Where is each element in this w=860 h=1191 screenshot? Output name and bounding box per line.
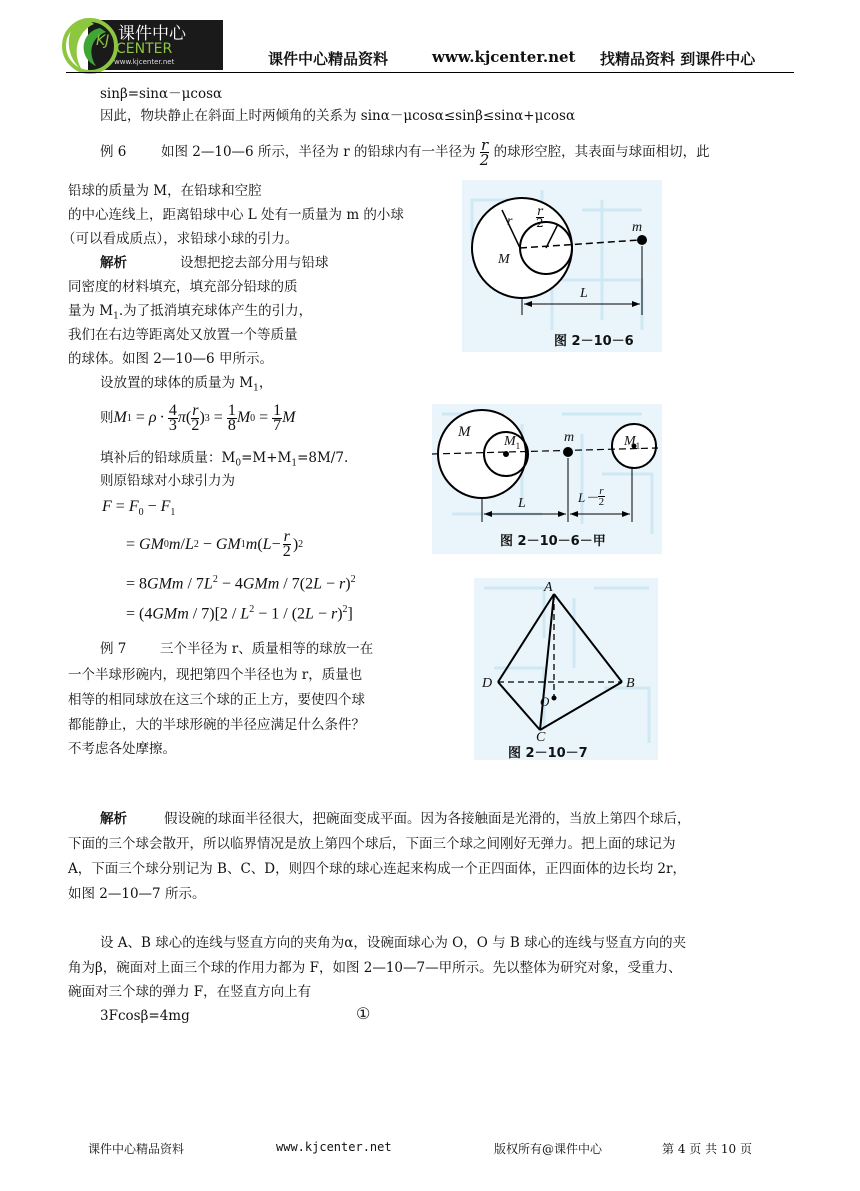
header-slogan-1: 课件中心精品资料 xyxy=(268,50,389,68)
example-6-line-3: 的中心连线上，距离铅球中心 L 处有一质量为 m 的小球 xyxy=(68,207,404,223)
footer-left: 课件中心精品资料 xyxy=(88,1142,185,1156)
solution-line-5: 的球体。如图 2—10—6 甲所示。 xyxy=(68,351,273,367)
fig7-label-C: C xyxy=(536,730,546,745)
fig6a-label-M: M xyxy=(458,424,471,440)
fig6a-label-M1-right: $M_1$ xyxy=(624,434,641,451)
example-7-line-4: 都能静止，大的半球形碗的半径应满足什么条件？ xyxy=(68,717,365,733)
fig7-label-A: A xyxy=(544,580,553,595)
fig6a-label-L: L xyxy=(518,496,526,511)
example-6-line-2: 铅球的质量为 M，在铅球和空腔 xyxy=(68,183,262,199)
solution-7-line-4: 如图 2—10—7 所示。 xyxy=(68,886,206,902)
figure-2-10-6-drawing xyxy=(462,180,662,352)
example-6-text-a: 如图 2—10—6 所示，半径为 r 的铅球内有一半径为 xyxy=(160,144,476,160)
logo-center-text: CENTER xyxy=(116,41,173,57)
solution-label: 解析 xyxy=(100,255,127,271)
fig6-label-m: m xyxy=(632,220,643,235)
fig6a-label-M1-left: $M_1$ xyxy=(504,434,521,451)
paragraph-3-line-2: 角为β，碗面对上面三个球的作用力都为 F，如图 2—10—7—甲所示。先以整体为研究对象，受重力、 xyxy=(68,960,682,976)
fig6-label-r-over-2: $\frac{r}{2}$ xyxy=(536,204,544,230)
force-intro-line: 则原铅球对小球引力为 xyxy=(100,473,235,489)
paragraph-3-line-3: 碗面对三个球的弹力 F，在竖直方向上有 xyxy=(68,984,312,1000)
line-sinbeta: sinβ=sinα－μcosα xyxy=(100,86,223,102)
solution-7-line-1: 假设碗的球面半径很大，把碗面变成平面。因为各接触面是光滑的，当放上第四个球后， xyxy=(164,811,691,827)
figure-2-10-7 xyxy=(474,578,658,760)
footer xyxy=(0,1136,860,1160)
logo-url-text: www.kjcenter.net xyxy=(114,58,175,66)
equation-force-4: = $(4GMm / 7)[2 / L^2 - 1 / (2L - r)^2]$ xyxy=(126,604,353,623)
fig6-caption: 图 2－10－6 xyxy=(554,334,634,349)
example-7-label: 例 7 xyxy=(100,641,127,657)
fraction-r-over-2: $\frac{r}{2}$ xyxy=(479,136,490,169)
fig6-label-M: M xyxy=(498,252,510,267)
fig7-caption: 图 2－10－7 xyxy=(508,746,588,761)
logo-cn-text: 课件中心 xyxy=(118,24,186,44)
fig7-label-B: B xyxy=(626,676,635,691)
fig7-label-O: O xyxy=(540,694,550,709)
solution-line-2: 同密度的材料填充，填充部分铅球的质 xyxy=(68,279,298,295)
example-6-heading xyxy=(100,138,710,167)
figure-2-10-6-jia xyxy=(432,404,662,554)
filled-mass-line: 填补后的铅球质量：$M_0=M+M_1=8M/7$. xyxy=(100,450,349,469)
footer-copyright: 版权所有@课件中心 xyxy=(494,1142,603,1156)
example-7-line-3: 相等的相同球放在这三个球的正上方，要使四个球 xyxy=(68,692,365,708)
example-6-label: 例 6 xyxy=(100,144,127,160)
line-therefore: 因此，物块静止在斜面上时两倾角的关系为 sinα－μcosα≤sinβ≤sinα+μcosα xyxy=(100,108,576,124)
figure-2-10-7-drawing xyxy=(474,578,658,760)
footer-url[interactable]: www.kjcenter.net xyxy=(276,1140,392,1154)
fig6-label-r: r xyxy=(507,214,513,229)
solution-line-3: 量为 $M_1$.为了抵消填充球体产生的引力， xyxy=(68,303,313,322)
header xyxy=(0,0,860,80)
equation-m1: 则 M 1 = ρ · $\frac{4}{3}$ π ( $\frac{r}{2}$ ) 3 = $\frac{1}{8}$ M 0 = $\frac{1}{7}$ M xyxy=(100,401,296,434)
fig6a-label-m: m xyxy=(564,430,575,445)
fig6-label-L: L xyxy=(580,286,588,301)
solution-line-4: 我们在右边等距离处又放置一个等质量 xyxy=(68,327,298,343)
fig6a-caption: 图 2－10－6－甲 xyxy=(500,534,606,549)
equation-force-3: = $8GMm / 7L^2 - 4GMm / 7(2L - r)^2$ xyxy=(126,574,356,593)
header-slogan-2: 找精品资料 到课件中心 xyxy=(600,50,756,68)
example-7-line-1: 三个半径为 r、质量相等的球放一在 xyxy=(160,641,374,657)
logo-kj-text: KJ xyxy=(96,33,110,49)
fig6a-label-L-minus-r2: L－ $\frac{r}{2}$ xyxy=(578,485,605,508)
solution-7-line-3: A，下面三个球分别记为 B、C、D，则四个球的球心连起来构成一个正四面体，正四面体的边长均 2r， xyxy=(68,861,686,877)
fig7-label-D: D xyxy=(482,676,493,691)
equation-3fcos: 3Fcosβ=4mg xyxy=(100,1008,190,1024)
solution-7-line-2: 下面的三个球会散开，所以临界情况是放上第四个球后，下面三个球之间刚好无弹力。把上面的球记为 xyxy=(68,836,676,852)
example-6-text-b: 的球形空腔，其表面与球面相切，此 xyxy=(493,144,710,160)
equation-number-1: ① xyxy=(356,1004,371,1023)
paragraph-3-line-1: 设 A、B 球心的连线与竖直方向的夹角为α，设碗面球心为 O，O 与 B 球心的连线与竖直方向的夹 xyxy=(100,935,687,951)
solution-7-label: 解析 xyxy=(100,811,127,827)
example-7-line-5: 不考虑各处摩擦。 xyxy=(68,741,176,757)
solution-line-1: 设想把挖去部分用与铅球 xyxy=(180,255,329,271)
figure-2-10-6 xyxy=(462,180,662,352)
solution-line-6: 设放置的球体的质量为 $M_1$， xyxy=(100,375,273,394)
equation-force-2: = GM 0 m / L 2 − GM 1 m ( L − $\frac{r}{2}$ ) 2 xyxy=(126,528,304,560)
header-rule xyxy=(66,72,794,73)
example-7-line-2: 一个半球形碗内，现把第四个半径也为 r，质量也 xyxy=(68,667,363,683)
equation-force-1: $F = F_0 - F_1$ xyxy=(102,498,176,519)
header-url[interactable]: www.kjcenter.net xyxy=(432,48,576,66)
footer-page-number: 第 4 页 共 10 页 xyxy=(662,1142,752,1156)
example-6-line-4: （可以看成质点），求铅球小球的引力。 xyxy=(62,231,299,247)
